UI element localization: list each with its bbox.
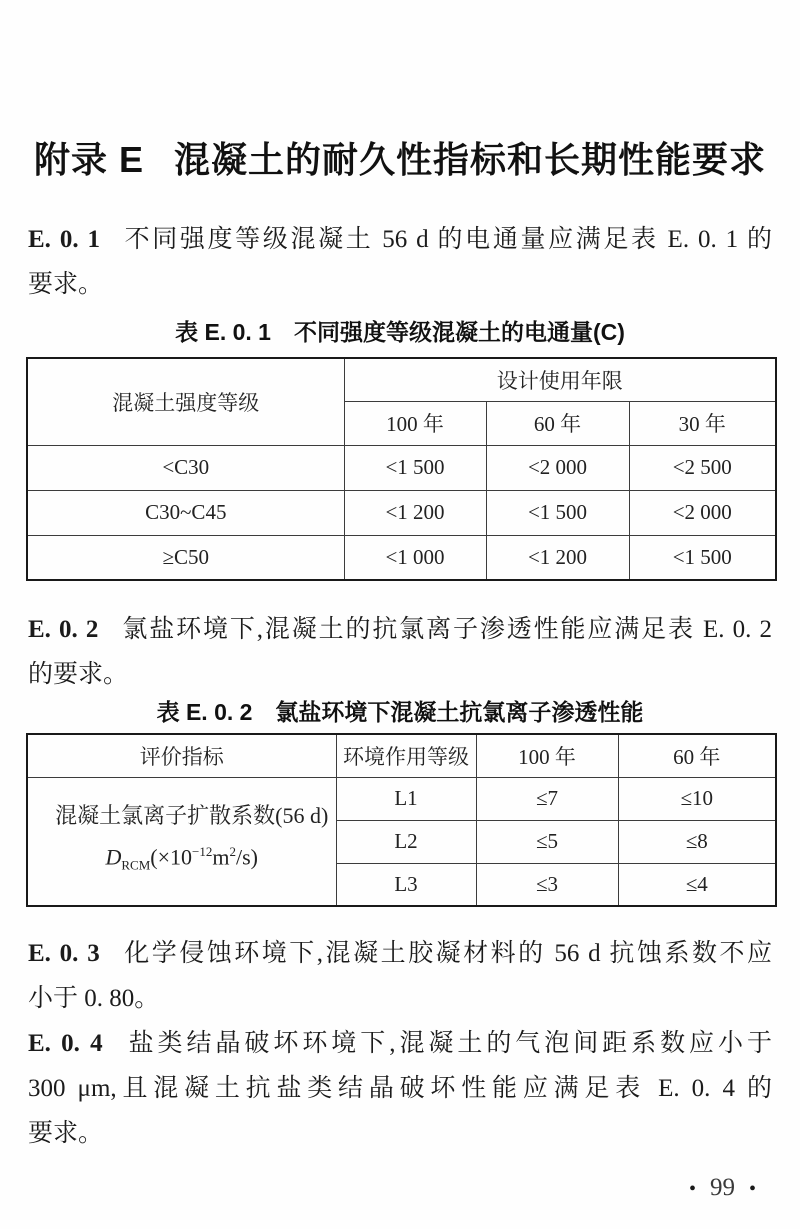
table-cell-level: L1 [336,777,476,820]
table-e02 [26,733,777,907]
appendix-name: 混凝土的耐久性指标和长期性能要求 [174,139,767,180]
page-number-bullet: • [748,1178,756,1200]
page-number-value: 99 [709,1174,735,1201]
clause-text: 化学侵蚀环境下,混凝土胶凝材料的 56 d 抗蚀系数不应 [121,940,772,967]
clause-e01-line1 [28,217,772,262]
table-cell-value: ≤5 [476,820,618,863]
table-e01-caption: 表 E. 0. 1 不同强度等级混凝土的电通量(C) [175,319,625,345]
table-cell-grade: C30~C45 [27,490,344,535]
clause-e03-line2: 小于 0. 80。 [28,985,160,1012]
table-cell-level: L3 [336,863,476,906]
clause-number: E. 0. 1 [28,226,100,253]
clause-number: E. 0. 4 [28,1030,103,1057]
symbol-subscript: RCM [121,858,151,874]
table-row [27,734,776,777]
table-cell-indicator [27,777,336,906]
table-cell-value: ≤8 [618,820,776,863]
table-header-grade: 混凝土强度等级 [27,358,344,445]
clause-e04 [28,1021,772,1156]
clause-text: 盐类结晶破坏环境下,混凝土的气泡间距系数应小于 [124,1030,772,1057]
appendix-label: 附录 E [33,139,144,180]
table-cell-grade: <C30 [27,445,344,490]
table-header-year: 100 年 [476,734,618,777]
page-number-bullet: • [688,1178,696,1200]
clause-e04-line1 [28,1021,772,1066]
table-header-indicator: 评价指标 [27,734,336,777]
table-cell-value: <1 500 [486,490,629,535]
table-cell-value: <1 200 [486,535,629,580]
table-e02-caption: 表 E. 0. 2 氯盐环境下混凝土抗氯离子渗透性能 [156,699,644,725]
table-cell-value: <1 500 [629,535,776,580]
page-number [689,1174,756,1202]
formula-exponent: −12 [192,844,213,860]
indicator-name: 混凝土氯离子扩散系数(56 d) [55,803,329,829]
table-row [27,445,776,490]
table-cell-grade: ≥C50 [27,535,344,580]
clause-e03-line1 [28,931,772,976]
table-row [27,777,776,820]
appendix-title [28,132,772,183]
unit-exponent: 2 [229,844,236,860]
table-e01 [26,357,777,581]
table-cell-value: ≤3 [476,863,618,906]
clause-e02-line1 [28,607,772,652]
table-cell-value: <2 500 [629,445,776,490]
unit-suffix: /s) [236,844,258,870]
table-cell-value: ≤10 [618,777,776,820]
clause-e04-line2: 300 μm,且混凝土抗盐类结晶破坏性能应满足表 E. 0. 4 的 [28,1075,772,1102]
table-cell-value: <2 000 [486,445,629,490]
table-cell-value: <1 200 [344,490,486,535]
table-header-year: 30 年 [629,401,776,445]
clause-e03 [28,931,772,1021]
clause-number: E. 0. 2 [28,616,99,643]
table-row [27,535,776,580]
table-row [27,358,776,401]
clause-e04-line3: 要求。 [28,1120,104,1147]
unit-base: m [212,844,230,870]
table-cell-value: <1 000 [344,535,486,580]
clause-text: 氯盐环境下,混凝土的抗氯离子渗透性能应满足表 E. 0. 2 [120,616,772,643]
table-cell-level: L2 [336,820,476,863]
formula-prefix: (×10 [150,844,193,870]
table-cell-value: <2 000 [629,490,776,535]
clause-e02 [28,607,772,697]
clause-text: 不同强度等级混凝土 56 d 的电通量应满足表 E. 0. 1 的 [121,226,772,253]
table-row [27,490,776,535]
table-header-design-life: 设计使用年限 [344,358,776,401]
clause-number: E. 0. 3 [28,940,100,967]
table-header-year: 100 年 [344,401,486,445]
table-cell-value: ≤7 [476,777,618,820]
table-cell-value: <1 500 [344,445,486,490]
table-cell-value: ≤4 [618,863,776,906]
table-header-env-level: 环境作用等级 [336,734,476,777]
table-header-year: 60 年 [618,734,776,777]
clause-e01 [28,217,772,307]
clause-e02-line2: 的要求。 [28,661,129,688]
indicator-formula [32,834,332,884]
clause-e01-line2: 要求。 [28,271,104,298]
symbol-d: D [105,844,122,870]
table-header-year: 60 年 [486,401,629,445]
